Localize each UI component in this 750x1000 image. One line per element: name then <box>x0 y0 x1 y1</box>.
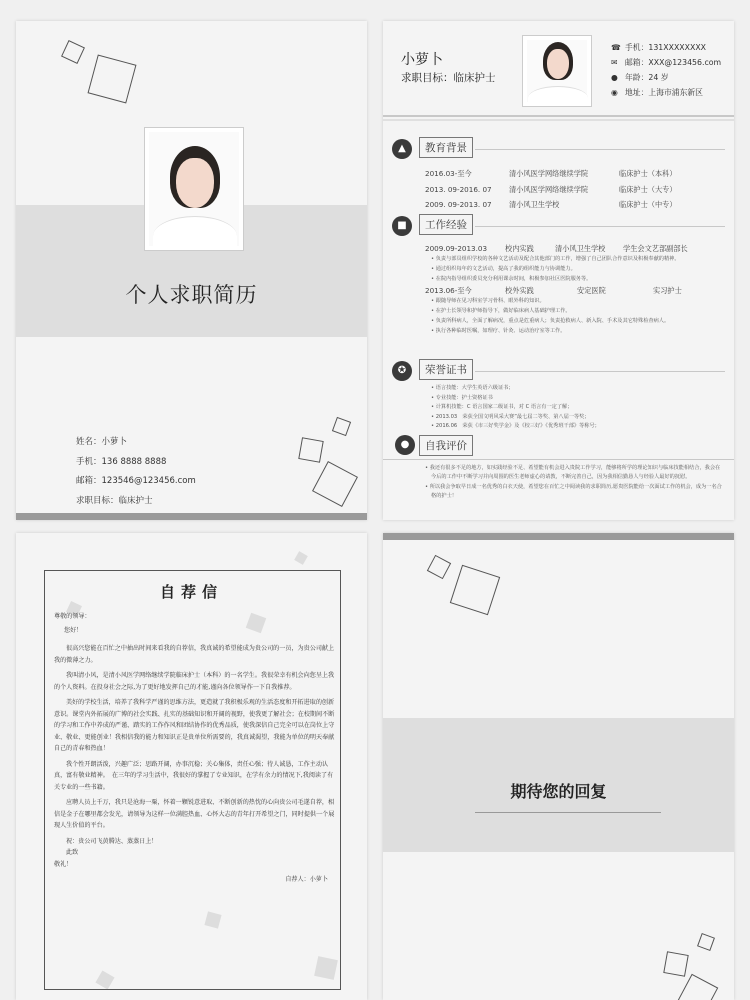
letter-paragraph: 应聘人员上千万，我只是沧海一粟，怀着一颗锐意进取、不断创新的热忱的心向贵公司毛遂自荐，相信是金子在哪里都会发光，请领导为这样一位满腔热血、心怀大志的青年打开希望之门，同时提供一个展现人生价值的平台。 <box>54 799 335 829</box>
contact-list <box>611 40 721 100</box>
job-points <box>425 254 688 284</box>
job-point: • 通过组织每年的文艺活动，提高了我的组织能力与协调能力。 <box>431 266 576 272</box>
job-point: • 跟随导师在见习科室学习骨科、眼外科的知识。 <box>431 298 545 304</box>
honor-item: • 专业技能：护士资格证书 <box>431 394 493 401</box>
work-title: 工作经验 <box>419 214 473 235</box>
decor-square <box>88 55 137 104</box>
section-line <box>383 459 734 460</box>
person-icon: ● <box>395 435 415 455</box>
decor-square <box>294 551 308 565</box>
letter-closing: 敬礼！ <box>54 860 73 868</box>
header-divider <box>383 115 734 117</box>
decor-square <box>298 437 323 462</box>
graduation-cap-icon: ▲ <box>392 139 412 159</box>
cover-info-email: 邮箱：123546@123456.com <box>76 476 196 486</box>
job-point: • 负责所科病人，全面了解病况，重点是危重病人；负责抢救病人、新入院、手术及其它特殊检查病人。 <box>431 318 670 324</box>
letter-salutation: 尊敬的领导： <box>54 613 91 620</box>
job-point: • 在院内指导组织委员充分利用课余时间，积极参加社区医院服务等。 <box>431 276 592 282</box>
medal-icon: ✪ <box>392 361 412 381</box>
resume-photo <box>522 35 592 107</box>
top-bar <box>383 533 734 540</box>
letter-paragraph: 美好的学校生活，培养了我科学严谨的思维方法，更造就了我积极乐观的生活态度和开拓进取的创新意识。课堂内外拓展的广博的社会实践、扎实的基础知识和开阔的视野，使我更了解社会；在校期间不断的学习和工作中养成的严谨、踏实的工作作风和团结协作的优秀品质，使我深信自己完全可以在岗位上守业、敬业、更能创业！我相信我的能力和知识正是贵单位所需要的，我真诚渴望，我能为单位的明天奉献自己的青春和热血！ <box>54 699 335 752</box>
honor-item: • 2013.03 荣获全国文明风采大赛”最七届二等奖、第八届一等奖； <box>431 413 590 420</box>
section-line <box>475 371 725 372</box>
letter-greeting: 您好！ <box>64 627 83 634</box>
honor-item: • 2016.06 荣获《市三好奖学金》及《校三好》《优秀班干部》等称号； <box>431 423 600 429</box>
cover-photo <box>144 127 244 251</box>
cover-title: 个人求职简历 <box>125 283 258 307</box>
decor-square <box>61 40 85 64</box>
education-list <box>425 166 677 213</box>
location-icon: ◉ <box>611 88 618 97</box>
phone-icon: ☎ <box>611 43 621 52</box>
letter-paragraph: 祝：贵公司飞黄腾达、蒸蒸日上！ <box>66 837 158 845</box>
resume-page <box>383 21 734 520</box>
resume-name: 小萝卜 <box>401 52 443 68</box>
cover-info-name: 姓名：小萝卜 <box>76 437 128 447</box>
decor-square <box>427 555 451 579</box>
job-point: • 执行各种临时医嘱，如理疗、针灸、运动治疗室等工作。 <box>431 328 566 334</box>
honor-item: • 计算机技能：C 语言国家二级证书，对 C 语言有一定了解； <box>431 404 573 410</box>
cover-page <box>16 21 367 520</box>
mail-icon: ✉ <box>611 58 618 67</box>
bottom-bar <box>16 513 367 520</box>
briefcase-icon: ■ <box>392 216 412 236</box>
contact-age: ● 年龄：24 岁 <box>611 70 721 85</box>
work-section <box>425 243 688 336</box>
letter-signature: 自荐人：小萝卜 <box>285 876 328 883</box>
letter-page <box>16 533 367 1000</box>
job-point: • 在护士长领导和护师指导下，做好临床病人基础护理工作。 <box>431 308 571 314</box>
job-header: 2013.06-至今 校外实践 安定医院 实习护士 <box>425 286 682 295</box>
ending-page <box>383 533 734 1000</box>
education-title: 教育背景 <box>419 137 473 158</box>
contact-phone: ☎ 手机：131XXXXXXXX <box>611 40 721 55</box>
letter-paragraph: 很高兴您能在百忙之中抽出时间来看我的自荐信，我真诚的希望能成为贵公司的一员，为贵公司献上我的微薄之力。 <box>54 645 335 664</box>
letter-paragraph: 我个性开朗活泼，兴趣广泛；思路开阔，办事沉稳；关心集体，责任心强；待人诚恳，工作主动认真，富有敬业精神。 在三年的学习生活中，我很好的掌握了专业知识，在学有余力的情况下,我阅读了有关专业的一些书籍。 <box>54 760 334 791</box>
section-line <box>475 149 725 150</box>
person-icon: ● <box>611 73 618 82</box>
self-item: • 所以我会争取早日成一名优秀的白衣天使，希望您在百忙之中阅读我的求职简历,愿贵医院能给一次面试工作的机会，成为一名合格的护士！ <box>425 484 722 499</box>
letter-paragraph: 我叫清小风，是清小风医学网络继续学院临床护士（本科）的一名学生。我很荣幸有机会向您呈上我的个人资料。在投身社会之际,为了更好地发挥自己的才能,谨向各位领导作一下自我推荐。 <box>54 672 335 691</box>
resume-target: 求职目标：临床护士 <box>401 72 496 84</box>
ending-underline <box>475 812 661 813</box>
honors-title: 荣誉证书 <box>419 359 473 380</box>
decor-square <box>678 974 719 1000</box>
honors-list <box>431 384 600 432</box>
section-line <box>475 226 725 227</box>
education-row: 2016.03-至今 清小风医学网络继续学院 临床护士（本科） <box>425 169 677 178</box>
decor-square <box>450 565 500 615</box>
job-points <box>425 296 688 336</box>
honor-item: • 语言技能：大学生英语六级证书； <box>431 385 514 391</box>
letter-closing: 此致 <box>66 849 79 856</box>
decor-square <box>663 951 688 976</box>
cover-info-target: 求职目标：临床护士 <box>76 495 153 506</box>
education-row: 2013. 09-2016. 07 清小风医学网络继续学院 临床护士（大专） <box>425 184 677 194</box>
job-point: • 负责与部员组织学校的各种文艺活动及配合其他部门的工作，增强了自己团队合作意识及积极奉献的精神。 <box>431 256 680 262</box>
contact-address: ◉ 地址：上海市浦东新区 <box>611 85 721 100</box>
decor-square <box>697 933 715 951</box>
decor-square <box>312 461 358 507</box>
self-title: 自我评价 <box>419 435 473 456</box>
cover-info <box>76 433 196 511</box>
letter-title: 自荐信 <box>159 583 223 601</box>
cover-info-phone: 手机：136 8888 8888 <box>76 456 167 467</box>
self-item: • 我还有很多不足的地方，如实践经验不足、希望能有机会进入贵院工作学习，能够将所学的理论知识与临床技能相结合，我会在今后的工作中不断学习并向周围的医生老师虚心的请教，不断完善自己，因为我相信勤恳人与经验人最好的抚慰。 <box>425 465 721 480</box>
contact-email: ✉ 邮箱：XXX@123456.com <box>611 55 721 70</box>
self-list <box>425 464 723 500</box>
decor-square <box>332 417 351 436</box>
job-header: 2009.09-2013.03 校内实践 清小风卫生学校 学生会文艺部副部长 <box>425 244 688 253</box>
education-row: 2009. 09-2013. 07 清小风卫生学校 临床护士（中专） <box>425 200 677 209</box>
letter-body <box>54 643 336 886</box>
ending-title: 期待您的回复 <box>510 782 607 801</box>
header-divider-2 <box>383 119 734 121</box>
